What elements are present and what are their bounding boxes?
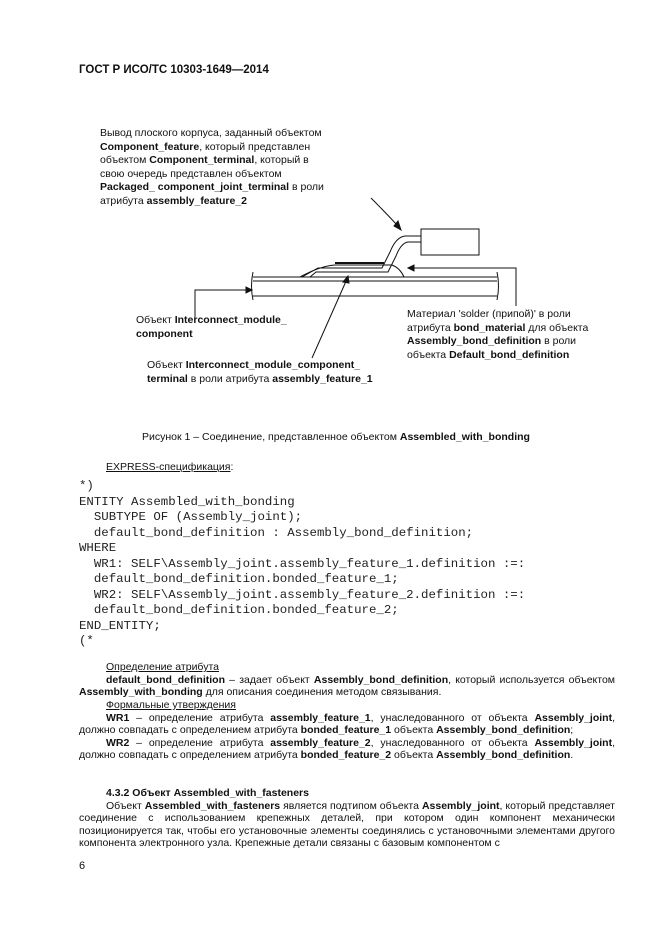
code-line: default_bond_definition : Assembly_bond_definition;	[79, 525, 474, 540]
callout-top-component-feature: Component_feature	[100, 140, 200, 153]
callout-top-text: атрибута	[100, 194, 147, 207]
figure-caption	[142, 431, 530, 443]
wr2-text: объекта	[391, 749, 437, 762]
section-text: , который представляет соединение с использованием крепежных деталей, при котором один компонент механически позиционируется так, чтобы его установочные элементы соединялись с установочными элементами другого компонента электронного узла. Крепежные детали связаны с базовым компонентом с	[79, 799, 615, 850]
wr1-paragraph	[79, 712, 615, 737]
section-entity: Assembled_with_fasteners	[144, 799, 281, 812]
package-body	[421, 229, 479, 255]
code-line: default_bond_definition.bonded_feature_2;	[79, 603, 399, 617]
callout-right-bond-definition: Assembly_bond_definition	[407, 335, 542, 347]
code-line: *)	[79, 479, 94, 493]
substrate-right-break	[497, 272, 499, 300]
callout-top-text: , который в	[254, 154, 309, 166]
code-line: END_ENTITY;	[79, 618, 161, 633]
formal-heading: Формальные утверждения	[106, 699, 236, 711]
code-line: WR1: SELF\Assembly_joint.assembly_feature_1.definition :=:	[79, 556, 526, 571]
wr1-label: WR1	[106, 711, 130, 724]
section-text: Объект	[106, 799, 145, 812]
callout-right-text: атрибута	[407, 321, 454, 334]
lead-lower	[310, 242, 421, 277]
callout-right-default-bond: Default_bond_definition	[449, 348, 570, 361]
code-line: default_bond_definition.bonded_feature_1;	[79, 572, 399, 586]
document-header: ГОСТ Р ИСО/ТС 10303-1649—2014	[79, 64, 269, 76]
code-line: (*	[79, 634, 94, 648]
attr-assembly-with-bonding: Assembly_with_bonding	[79, 686, 203, 699]
callout-top-text: , который представлен	[199, 140, 311, 153]
attribute-definition	[79, 661, 615, 699]
attr-text: – задает объект	[225, 673, 314, 686]
callout-mid-interconnect: Interconnect_module_component_	[185, 359, 361, 371]
wr1-bonded: bonded_feature_1	[300, 724, 392, 737]
attribute-definition-heading: Определение атрибута	[106, 661, 219, 673]
callout-top-assembly-feature-2: assembly_feature_2	[146, 194, 248, 207]
wr2-entity: Assembly_joint	[534, 736, 613, 749]
section-supertype: Assembly_joint	[421, 799, 500, 812]
callout-right-bond-material: bond_material	[453, 321, 526, 334]
callout-left-text: Объект	[136, 314, 175, 326]
leader-right	[411, 268, 516, 306]
attr-text: , который используется объектом	[448, 673, 615, 686]
wr1-bond-def: Assembly_bond_definition	[436, 724, 571, 737]
callout-right	[407, 308, 588, 362]
callout-top-component-terminal: Component_terminal	[149, 154, 255, 166]
express-code-block	[79, 479, 525, 650]
wr1-attr: assembly_feature_1	[270, 711, 371, 724]
callout-right-text: для объекта	[525, 321, 589, 334]
code-line: WR2: SELF\Assembly_joint.assembly_feature_2.definition :=:	[79, 587, 526, 602]
wr2-label: WR2	[106, 736, 130, 749]
callout-mid-text: Объект	[147, 359, 186, 371]
callout-left-interconnect: Interconnect_module_	[174, 314, 287, 326]
figure-caption-entity: Assembled_with_bonding	[399, 431, 530, 443]
wr1-text: объекта	[391, 724, 437, 737]
express-label-colon: :	[230, 461, 234, 473]
callout-top-line4: свою очередь представлен объектом	[100, 167, 282, 180]
express-label	[106, 461, 233, 473]
express-label-text: EXPRESS-спецификация	[106, 461, 231, 473]
figure-caption-text: Рисунок 1 – Соединение, представленное объектом	[142, 431, 400, 443]
wr2-bond-def: Assembly_bond_definition	[436, 749, 571, 762]
section-text: является подтипом объекта	[280, 799, 422, 812]
wr1-entity: Assembly_joint	[534, 711, 613, 724]
callout-mid-terminal: terminal	[147, 372, 188, 385]
callout-right-line1: Материал 'solder (припой)' в роли	[407, 308, 571, 320]
substrate-left-break	[252, 272, 254, 300]
wr1-text: – определение атрибута	[129, 711, 271, 724]
attr-term: default_bond_definition	[106, 673, 225, 686]
callout-mid-assembly-feature-1: assembly_feature_1	[272, 372, 373, 385]
callout-top-text: в роли	[289, 181, 324, 193]
attr-bond-definition: Assembly_bond_definition	[313, 673, 449, 686]
wr2-text: – определение атрибута	[129, 736, 271, 749]
formal-propositions	[79, 699, 615, 762]
section-4-3-2	[79, 787, 615, 850]
wr2-paragraph	[79, 737, 615, 762]
callout-left	[136, 314, 287, 341]
code-line: WHERE	[79, 541, 117, 555]
callout-mid-text: в роли атрибута	[187, 372, 273, 385]
leader-right-arrow	[408, 265, 414, 271]
callout-top-text: объектом	[100, 154, 150, 166]
callout-right-text: в роли	[541, 335, 577, 347]
wr2-text: , должно совпадать с определением атрибута	[79, 736, 615, 762]
callout-top-line1: Вывод плоского корпуса, заданный объектом	[100, 127, 322, 139]
lead-upper	[302, 236, 421, 277]
wr2-text: , унаследованного от объекта	[370, 736, 535, 749]
page-number: 6	[79, 860, 86, 872]
callout-mid	[147, 359, 373, 386]
callout-left-component: component	[136, 327, 193, 340]
wr2-attr: assembly_feature_2	[270, 736, 371, 749]
leader-mid	[312, 279, 347, 358]
code-line: ENTITY Assembled_with_bonding	[79, 494, 295, 509]
callout-right-text: объекта	[407, 348, 450, 361]
callout-top-packaged-terminal: Packaged_ component_joint_terminal	[100, 181, 290, 193]
leader-top	[371, 198, 398, 226]
wr1-text: , унаследованного от объекта	[370, 711, 535, 724]
wr2-text: .	[570, 749, 574, 762]
wr1-text: ;	[570, 724, 574, 737]
wr1-text: , должно совпадать с определением атрибута	[79, 711, 615, 737]
wr2-bonded: bonded_feature_2	[300, 749, 392, 762]
section-heading: 4.3.2 Объект Assembled_with_fasteners	[106, 787, 309, 799]
attr-text: для описания соединения методом связывания.	[202, 686, 442, 699]
callout-top	[100, 127, 324, 208]
code-line: SUBTYPE OF (Assembly_joint);	[79, 510, 303, 524]
